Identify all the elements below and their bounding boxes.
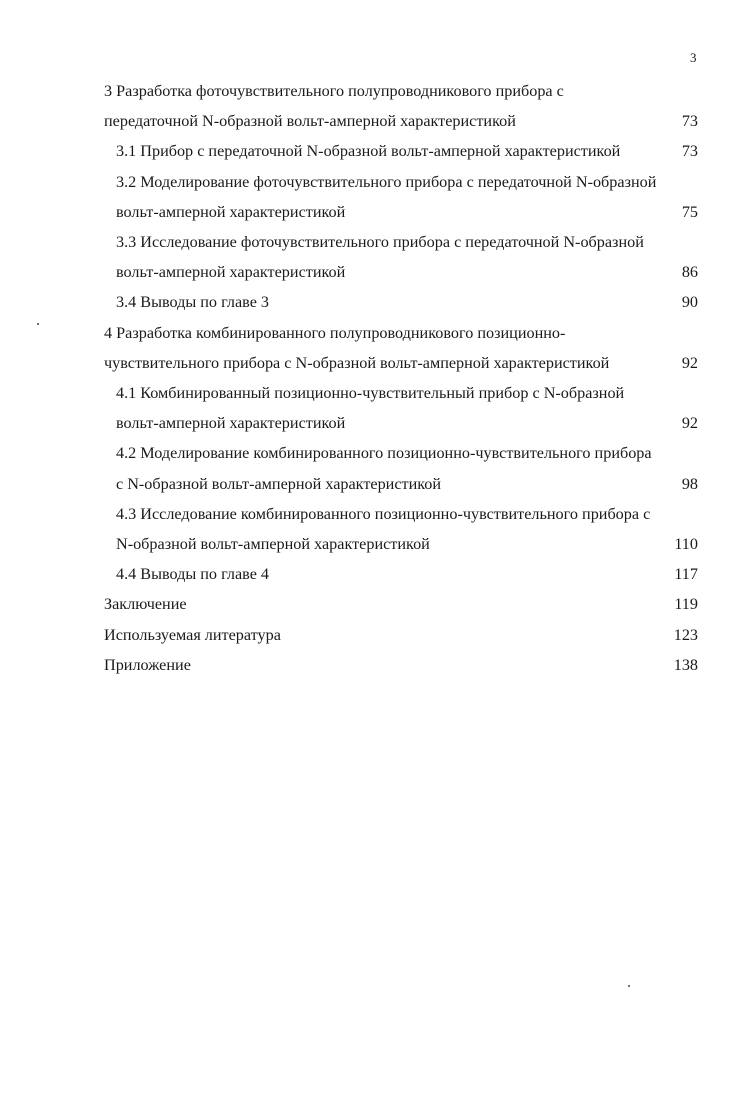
toc-page-number: 110: [674, 535, 698, 554]
toc-entry: [104, 318, 700, 378]
toc-page-number: 90: [681, 293, 698, 312]
toc-page-number: 73: [681, 142, 698, 161]
toc-entry: [104, 559, 700, 589]
toc-page-number: 138: [673, 655, 698, 674]
toc-entry: [104, 167, 700, 227]
toc-entry-text-line: 4.3 Исследование комбинированного позиционно-чувствительного прибора с: [116, 504, 651, 523]
scan-speck: [628, 985, 630, 987]
toc-entry-text-line: 3.3 Исследование фоточувствительного прибора с передаточной N-образной: [116, 233, 644, 252]
toc-entry: [104, 136, 700, 166]
toc-page-number: 92: [681, 353, 698, 372]
toc-entry: [104, 76, 700, 136]
toc-entry: [104, 650, 700, 680]
toc-page-number: 119: [674, 595, 698, 614]
toc-page-number: 98: [681, 474, 698, 493]
table-of-contents: [104, 76, 700, 680]
toc-entry-text-line: 4.2 Моделирование комбинированного позиционно-чувствительного прибора: [116, 444, 652, 463]
toc-entry-text-line: 4.4 Выводы по главе 4: [116, 565, 270, 584]
toc-page-number: 92: [681, 414, 698, 433]
toc-entry-text-line: 3.2 Моделирование фоточувствительного прибора с передаточной N-образной: [116, 172, 657, 191]
toc-entry-text-line: чувствительного прибора с N-образной вольт-амперной характеристикой: [104, 353, 610, 372]
toc-entry: [104, 620, 700, 650]
toc-entry-text-line: вольт-амперной характеристикой: [116, 202, 346, 221]
scan-speck: [37, 323, 39, 325]
toc-entry: [104, 499, 700, 559]
toc-page-number: 117: [674, 565, 698, 584]
page-number: 3: [690, 50, 697, 65]
toc-entry-text-line: 3 Разработка фоточувствительного полупроводникового прибора с: [104, 82, 564, 100]
toc-page-number: 73: [681, 112, 698, 131]
toc-entry-text-line: 4 Разработка комбинированного полупроводникового позиционно-: [104, 323, 566, 342]
toc-entry: [104, 589, 700, 619]
toc-entry-text-line: 3.4 Выводы по главе 3: [116, 293, 270, 312]
toc-entry-text-line: N-образной вольт-амперной характеристикой: [116, 535, 430, 554]
toc-entry-text-line: Заключение: [104, 595, 187, 614]
toc-entry-text-line: Используемая литература: [104, 625, 281, 644]
toc-entry-text-line: вольт-амперной характеристикой: [116, 414, 346, 433]
toc-page-number: 86: [681, 263, 698, 282]
toc-entry: [104, 287, 700, 317]
toc-entry-text-line: 3.1 Прибор с передаточной N-образной вольт-амперной характеристикой: [116, 142, 621, 161]
toc-entry-text-line: передаточной N-образной вольт-амперной характеристикой: [104, 112, 516, 131]
toc-page-number: 75: [681, 202, 698, 221]
toc-entry: [104, 378, 700, 438]
toc-page-number: 123: [673, 625, 698, 644]
toc-entry: [104, 438, 700, 498]
toc-entry-text-line: вольт-амперной характеристикой: [116, 263, 346, 282]
toc-entry: [104, 227, 700, 287]
toc-entry-text-line: 4.1 Комбинированный позиционно-чувствительный прибор с N-образной: [116, 384, 625, 403]
toc-entry-text-line: с N-образной вольт-амперной характеристикой: [116, 474, 442, 493]
toc-entry-text-line: Приложение: [104, 655, 191, 674]
